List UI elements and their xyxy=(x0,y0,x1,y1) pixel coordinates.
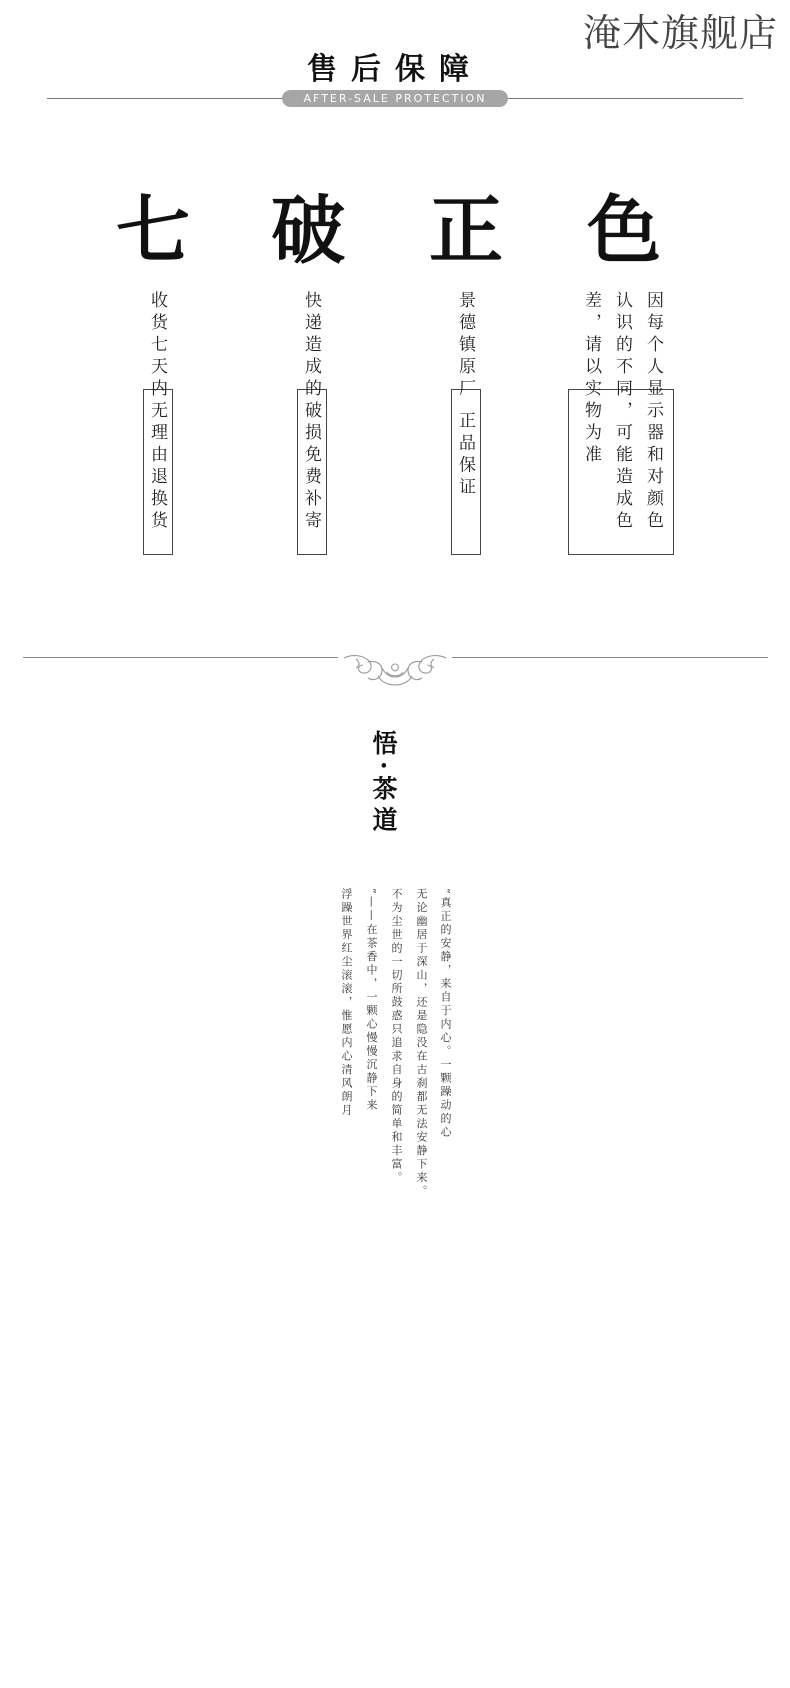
guarantee-char-genuine: 正 xyxy=(429,188,503,274)
poem-line-5: 浮躁世界红尘滚滚，惟愿内心清风朗月 xyxy=(340,888,353,1118)
tea-title: 悟·茶道 xyxy=(369,730,398,838)
guarantee-char-color: 色 xyxy=(587,188,661,274)
guarantee-text-color-line1: 因每个人显示器和对颜色 xyxy=(643,291,663,533)
guarantee-text-broken: 快递造成的破损免费补寄 xyxy=(301,291,321,533)
guarantee-text-color-line2: 认识的不同，可能造成色 xyxy=(612,291,632,533)
guarantee-text-seven: 收货七天内无理由退换货 xyxy=(147,291,167,533)
guarantee-text-color-line3: 差，请以实物为准 xyxy=(581,291,601,467)
poem-line-2: 无论幽居于深山，还是隐没在古刹都无法安静下来。 xyxy=(415,888,428,1199)
section-title: 售后保障 xyxy=(307,52,483,87)
poem-line-4: ”——在茶香中，一颗心慢慢沉静下来 xyxy=(365,888,378,1113)
guarantee-text-genuine: 景德镇原厂 正品保证 xyxy=(455,291,475,500)
guarantee-char-broken: 破 xyxy=(271,188,345,274)
subtitle-badge: AFTER-SALE PROTECTION xyxy=(282,90,508,107)
store-watermark: 淹木旗舰店 xyxy=(582,11,778,55)
poem-line-1: “真正的安静，来自于内心。一颗躁动的心 xyxy=(439,888,452,1140)
cloud-ornament-icon xyxy=(338,650,452,690)
poem-line-3: 不为尘世的一切所鼓惑只追求自身的简单和丰富。 xyxy=(390,888,403,1185)
guarantee-char-seven: 七 xyxy=(116,188,190,274)
